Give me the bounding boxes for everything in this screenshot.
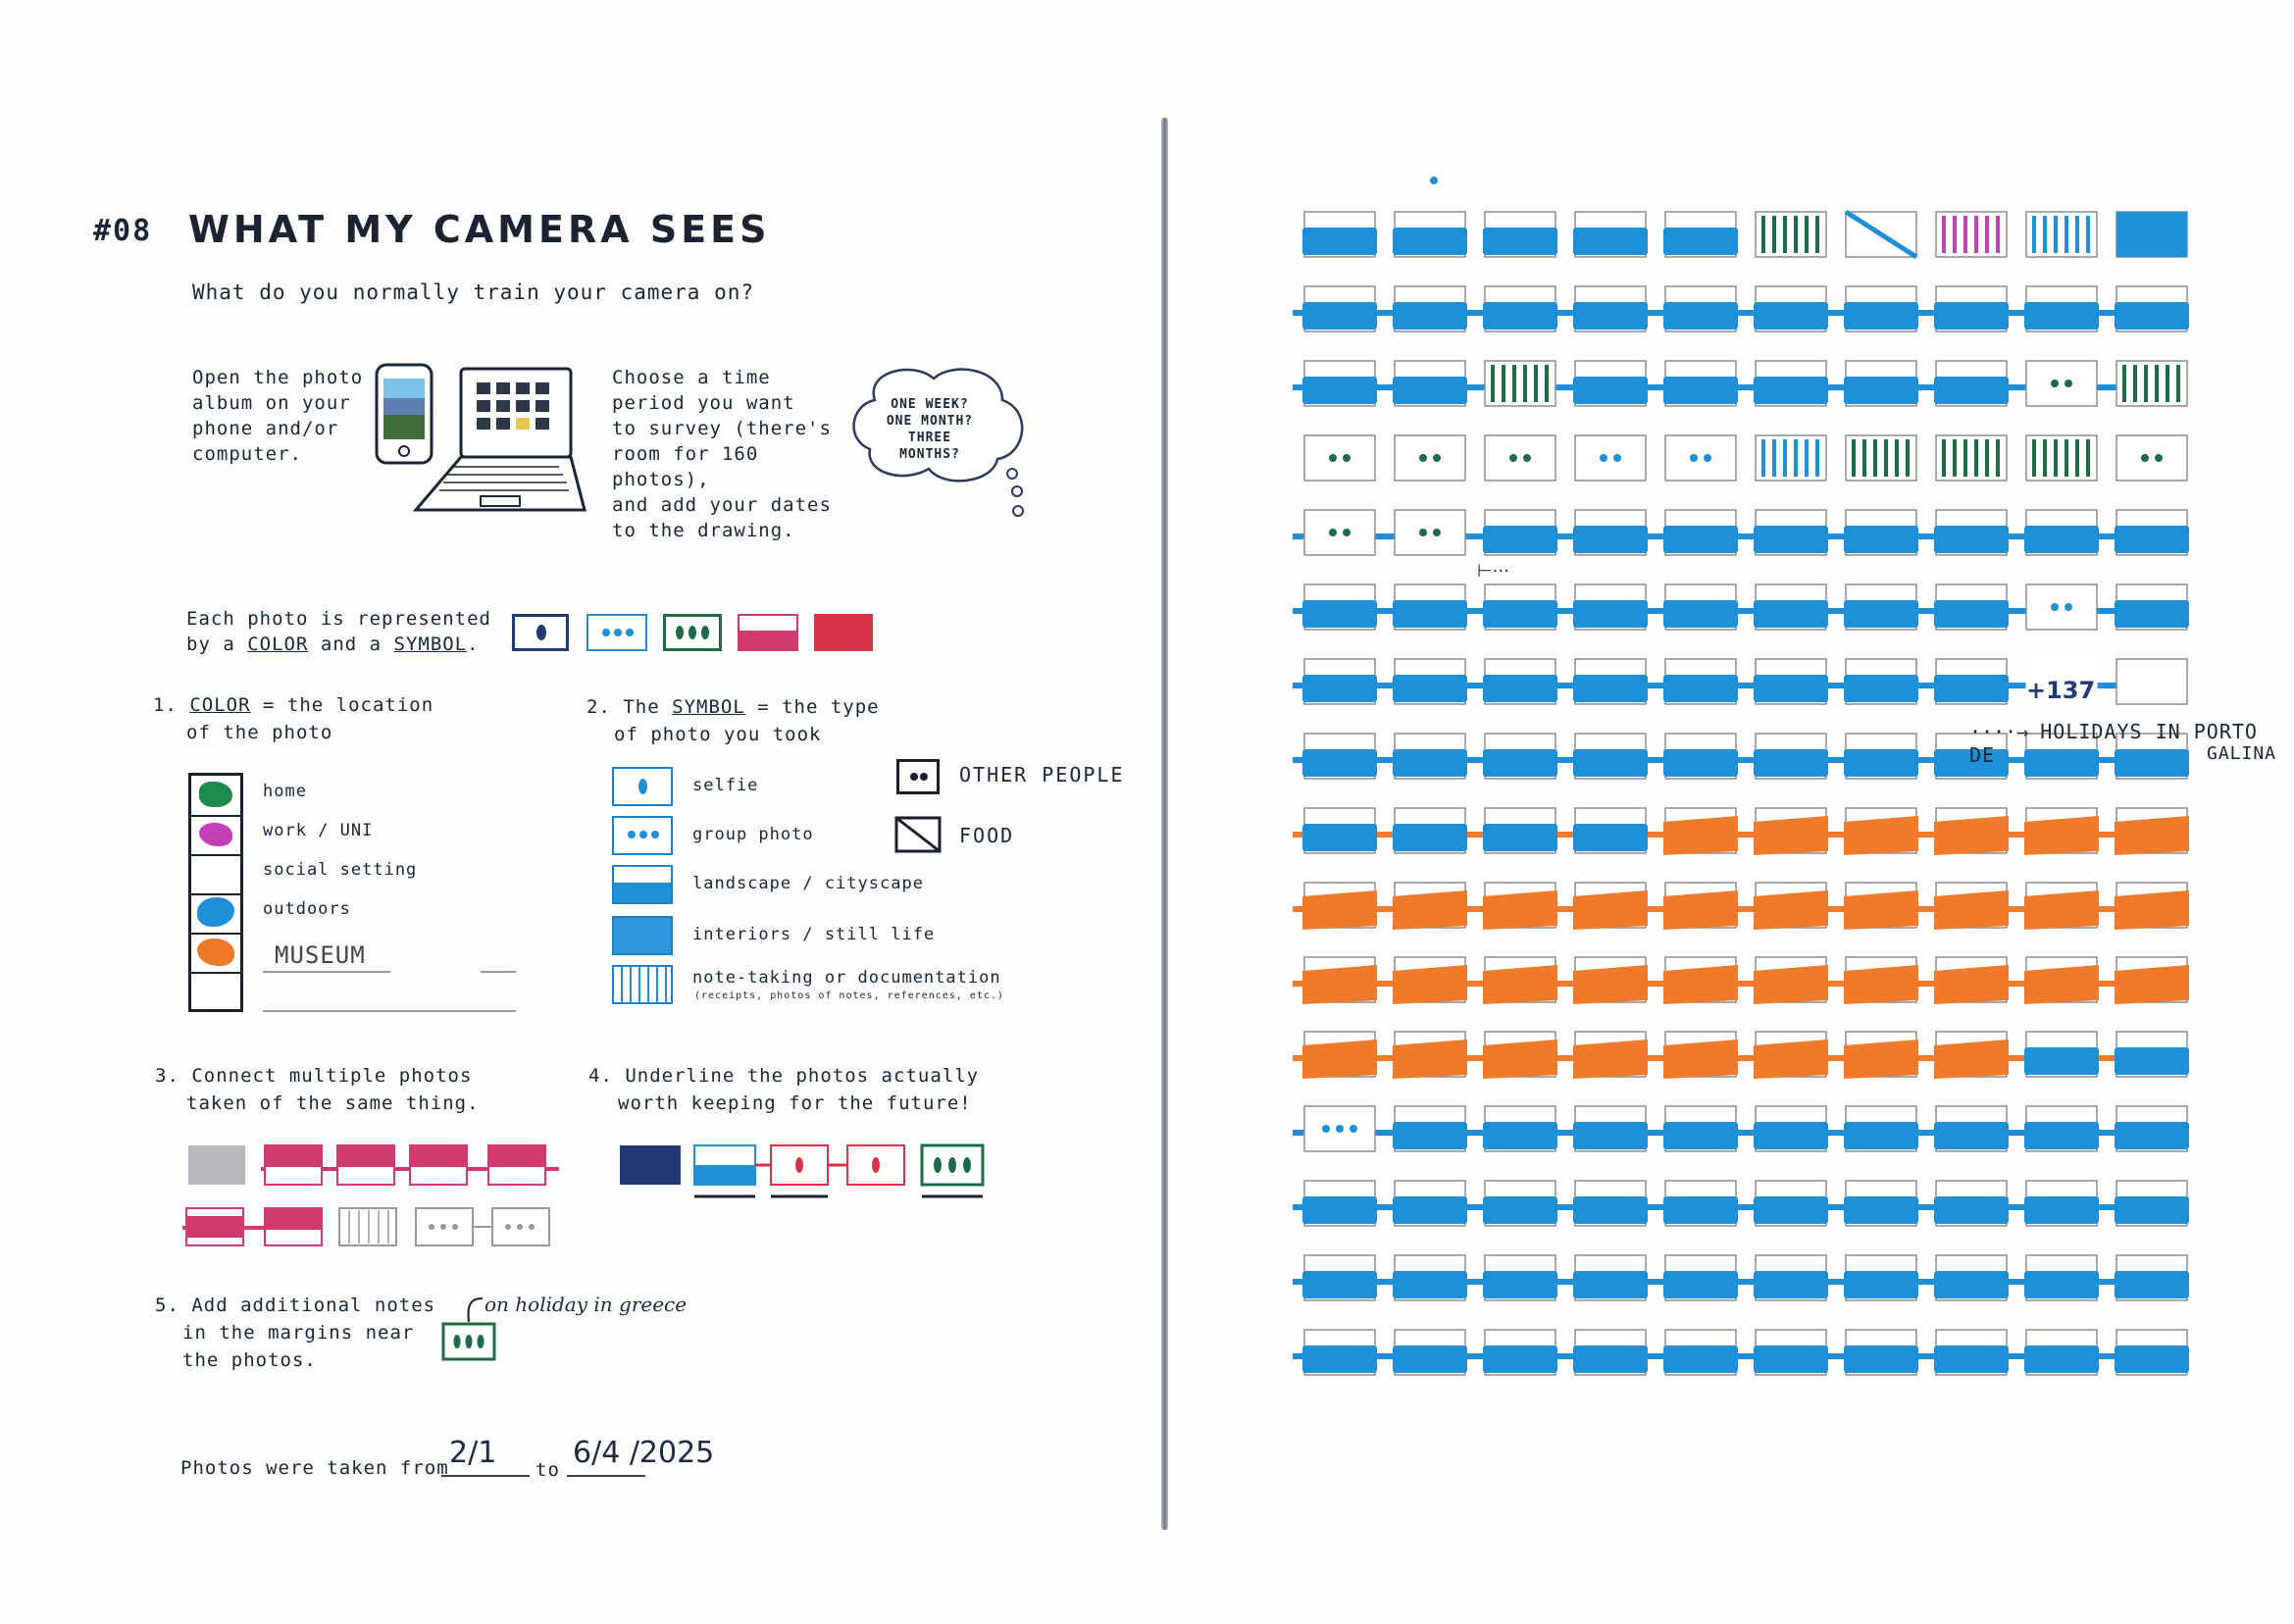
photo-cell: [1663, 510, 1738, 555]
legend-label-work: work / UNI: [263, 821, 374, 840]
legend-swatch-outdoors: [191, 893, 240, 935]
intro-right-text: [612, 365, 857, 543]
photo-cell: [2024, 510, 2099, 555]
photo-cell: [1393, 808, 1467, 853]
photo-cell: [2026, 435, 2097, 481]
date-to-line: [567, 1475, 645, 1477]
photo-cell: [1844, 1181, 1918, 1226]
photo-cell: [1483, 1255, 1557, 1300]
photo-cell: [1393, 286, 1467, 331]
photo-cell: [1663, 883, 1738, 930]
photo-cell: [2024, 1181, 2099, 1226]
intro-right-line: to survey (there's: [612, 418, 832, 439]
photo-cell: [1934, 1255, 2009, 1300]
photo-cell: [1393, 734, 1467, 779]
photo-cell: [1663, 1106, 1738, 1151]
photo-cell: [1934, 1032, 2009, 1079]
date-from-line: [441, 1475, 530, 1477]
photo-cell: [1754, 808, 1828, 855]
photo-cell: [1573, 883, 1648, 930]
book-spine: [1161, 118, 1168, 1530]
intro-left-line: Open the photo: [192, 367, 364, 388]
photo-cell: [1302, 1330, 1377, 1375]
photo-cell: [1934, 584, 2009, 630]
photo-cell: [1483, 808, 1557, 853]
photo-cell: [1934, 659, 2009, 704]
photo-cell: [1302, 659, 1377, 704]
intro-right-line: room for 160 photos),: [612, 443, 759, 490]
photo-cell: [1663, 1181, 1738, 1226]
step2-text1: = the type: [757, 696, 880, 718]
photo-cell: [1844, 957, 1918, 1004]
symbol-word: SYMBOL: [393, 634, 468, 655]
photo-cell: [1483, 286, 1557, 331]
photo-cell: [1934, 361, 2009, 406]
legend-label-museum: MUSEUM: [275, 941, 366, 969]
photo-cell: [1754, 883, 1828, 930]
photo-cell: [1483, 1181, 1557, 1226]
photo-cell: [1754, 1032, 1828, 1079]
step4-text1: Underline the photos actually: [625, 1065, 980, 1087]
photo-cell: [2026, 212, 2097, 257]
photo-cell: [2026, 361, 2097, 406]
step1-text2: of the photo: [186, 722, 333, 743]
photo-cell: [1393, 659, 1467, 704]
dates-to-word: to: [535, 1459, 560, 1481]
photo-cell: [1846, 435, 1916, 481]
photo-cell: [1844, 510, 1918, 555]
photo-cell: [1754, 734, 1828, 779]
symbol-other-people: [896, 759, 940, 794]
intro-left-line: computer.: [192, 443, 302, 465]
photo-cell: [1934, 808, 2009, 855]
photo-cell: [1573, 808, 1648, 853]
intro-right-line: period you want: [612, 392, 795, 414]
photo-cell: [1393, 1106, 1467, 1151]
represented-text: [186, 606, 491, 657]
photo-cell: [1754, 957, 1828, 1004]
step4-heading: [588, 1063, 979, 1089]
photo-cell: [1844, 883, 1918, 930]
photo-cell: [1483, 510, 1557, 555]
photo-cell: [1393, 883, 1467, 930]
photo-cell: [1395, 435, 1465, 481]
photo-cell: [1575, 435, 1646, 481]
photo-cell: [2115, 1032, 2189, 1077]
bubble-text: [871, 396, 989, 463]
step3-heading: [155, 1063, 472, 1089]
underline-example: [616, 1142, 1028, 1210]
photo-cell: [1665, 435, 1736, 481]
photo-cell: [2115, 1255, 2189, 1300]
photo-cell: [1844, 659, 1918, 704]
photo-cell: [1934, 883, 2009, 930]
photo-cell: [1844, 1255, 1918, 1300]
legend-label-social: social setting: [263, 860, 418, 880]
symbol-food: [894, 816, 943, 855]
photo-cell: [2116, 212, 2187, 257]
swatch-red-interior: [814, 614, 873, 651]
photo-cell: [2116, 435, 2187, 481]
photo-cell: [1934, 1330, 2009, 1375]
intro-right-line: and add your dates: [612, 494, 832, 516]
photo-grid: [1293, 196, 2234, 1471]
photo-cell: [1663, 1330, 1738, 1375]
legend-label-home: home: [263, 782, 307, 801]
photo-cell: [1302, 1181, 1377, 1226]
photo-cell: [1844, 361, 1918, 406]
photo-cell: [1393, 1032, 1467, 1079]
photo-cell: [1483, 1330, 1557, 1375]
photo-cell: [1844, 1106, 1918, 1151]
photo-cell: [1393, 361, 1467, 406]
photo-cell: [1844, 734, 1918, 779]
intro-right-line: to the drawing.: [612, 520, 795, 541]
photo-cell: [1663, 734, 1738, 779]
legend-swatch-museum: [191, 933, 240, 974]
step5-number: 5.: [155, 1294, 179, 1316]
photo-cell: [1573, 212, 1648, 257]
symbol-label-notes: note-taking or documentation: [692, 968, 1001, 988]
dates-label: Photos were taken from: [180, 1457, 449, 1479]
represented-line1: Each photo is represented: [186, 608, 491, 630]
photo-cell: [1573, 1106, 1648, 1151]
step1-number: 1.: [153, 694, 178, 716]
photo-cell: [1934, 1106, 2009, 1151]
photo-cell: [2115, 808, 2189, 855]
date-from: 2/1: [449, 1436, 497, 1470]
photo-cell: [1754, 510, 1828, 555]
photo-cell: [2024, 808, 2099, 855]
photo-cell: [2115, 286, 2189, 331]
photo-cell: [2115, 1181, 2189, 1226]
step1-heading: [153, 692, 433, 718]
represented-line2: [186, 632, 491, 657]
photo-cell: [1483, 957, 1557, 1004]
photo-cell: [2115, 957, 2189, 1004]
photo-cell: [1663, 1255, 1738, 1300]
photo-cell: [1934, 510, 2009, 555]
photo-cell: [1754, 659, 1828, 704]
step4-number: 4.: [588, 1065, 613, 1087]
photo-cell: [2115, 1106, 2189, 1151]
photo-cell: [1573, 510, 1648, 555]
photo-cell: [1756, 435, 1826, 481]
step3-text2: taken of the same thing.: [186, 1092, 480, 1114]
photo-cell: [1936, 212, 2007, 257]
symbol-label-notes-sub: (receipts, photos of notes, references, etc.): [694, 990, 1004, 1001]
photo-cell: [1754, 286, 1828, 331]
photo-cell: [1663, 659, 1738, 704]
photo-cell: [2024, 883, 2099, 930]
page-title: WHAT MY CAMERA SEES: [188, 208, 771, 251]
photo-cell: [1483, 584, 1557, 630]
margin-note-text: on holiday in greece: [484, 1293, 688, 1316]
photo-cell: [1304, 435, 1375, 481]
photo-cell: [1483, 1106, 1557, 1151]
bubble-line: MONTHS?: [899, 447, 960, 462]
step5-heading: [155, 1293, 435, 1318]
photo-cell: [2024, 1106, 2099, 1151]
photo-cell: [1302, 361, 1377, 406]
photo-cell: [1393, 957, 1467, 1004]
holiday-note-text: HOLIDAYS IN PORTO DE: [1969, 720, 2258, 767]
photo-cell: [1663, 286, 1738, 331]
photo-cell: [1936, 435, 2007, 481]
photo-cell: [1302, 584, 1377, 630]
photo-cell: [1483, 1032, 1557, 1079]
symbol-label-group: group photo: [692, 825, 814, 844]
symbol-label-other-people: OTHER PEOPLE: [959, 763, 1125, 787]
photo-cell: [1302, 957, 1377, 1004]
step2-number: 2.: [586, 696, 611, 718]
bubble-line: THREE: [907, 431, 952, 445]
photo-cell: [2115, 883, 2189, 930]
photo-cell: [1573, 659, 1648, 704]
photo-cell: [1573, 1255, 1648, 1300]
step2-text2: of photo you took: [614, 724, 822, 745]
legend-swatch-work: [191, 815, 240, 856]
photo-cell: [1393, 584, 1467, 630]
photo-cell: [1663, 584, 1738, 630]
photo-cell: [1485, 435, 1555, 481]
photo-cell: [1302, 212, 1377, 257]
photo-cell: [2026, 584, 2097, 630]
photo-cell: [1754, 1255, 1828, 1300]
photo-cell: [1663, 361, 1738, 406]
photo-cell: [2024, 1255, 2099, 1300]
holiday-note-line2: GALINA: [2207, 743, 2277, 764]
step4-text2: worth keeping for the future!: [618, 1092, 972, 1114]
step2-symbol-word: SYMBOL: [672, 696, 745, 718]
photo-cell: [2024, 957, 2099, 1004]
intro-left-line: phone and/or: [192, 418, 339, 439]
photo-cell: [2024, 1032, 2099, 1077]
photo-cell: [2024, 1330, 2099, 1375]
photo-cell: [1483, 734, 1557, 779]
color-legend-column: [188, 773, 243, 1012]
swatch-pink-landscape: [738, 614, 798, 651]
legend-label-outdoors: outdoors: [263, 899, 351, 919]
swatch-blue-group: [586, 614, 647, 651]
photo-cell: [1302, 1255, 1377, 1300]
photo-cell: [1302, 808, 1377, 853]
intro-left-text: [192, 365, 388, 467]
photo-cell: [1483, 212, 1557, 257]
photo-cell: [1663, 957, 1738, 1004]
photo-cell: [1663, 212, 1738, 257]
photo-cell: [1573, 286, 1648, 331]
bubble-line: ONE MONTH?: [886, 414, 974, 429]
swatch-green-group: [663, 614, 722, 651]
symbol-group: [612, 816, 673, 855]
step5-text3: the photos.: [182, 1349, 317, 1371]
photo-cell: [1304, 1106, 1375, 1151]
photo-cell: [1663, 1032, 1738, 1079]
photo-cell: [1663, 808, 1738, 855]
legend-line: [263, 971, 390, 973]
connect-example: [182, 1138, 594, 1255]
symbol-label-interior: interiors / still life: [692, 925, 936, 944]
laptop-illustration: [412, 365, 588, 522]
step3-number: 3.: [155, 1065, 179, 1087]
step5-text2: in the margins near: [182, 1322, 415, 1344]
photo-cell: [1573, 1032, 1648, 1079]
photo-cell: [1754, 1181, 1828, 1226]
photo-cell: [1756, 212, 1826, 257]
legend-swatch-social: [191, 854, 240, 895]
intro-left-line: album on your: [192, 392, 351, 414]
symbol-label-food: FOOD: [959, 824, 1015, 847]
photo-cell: [1302, 734, 1377, 779]
photo-cell: [1573, 584, 1648, 630]
represented-and: and a: [320, 634, 382, 655]
photo-cell: [1934, 286, 2009, 331]
photo-cell: [1393, 1330, 1467, 1375]
photo-cell: [1754, 361, 1828, 406]
photo-cell: [2115, 510, 2189, 555]
symbol-notes: [612, 965, 673, 1004]
holiday-note-line1: ····→ HOLIDAYS IN PORTO DE: [1969, 720, 2258, 767]
step1-text1: = the location: [263, 694, 434, 716]
photo-cell: [1754, 1106, 1828, 1151]
photo-cell: [1573, 1181, 1648, 1226]
photo-cell: [1844, 1032, 1918, 1079]
stray-mark: ⊢···: [1477, 561, 1509, 582]
symbol-interior: [612, 916, 673, 955]
symbol-landscape: [612, 865, 673, 904]
photo-cell: [2115, 584, 2189, 630]
photo-cell: [1844, 1330, 1918, 1375]
photo-cell: [1573, 957, 1648, 1004]
photo-cell: [1302, 286, 1377, 331]
color-word: COLOR: [247, 634, 309, 655]
swatch-navy-selfie: [512, 614, 569, 651]
page-subtitle: What do you normally train your camera on?: [192, 280, 755, 304]
photo-cell: [1393, 1255, 1467, 1300]
represented-prefix: by a: [186, 634, 235, 655]
symbol-selfie: [612, 767, 673, 806]
photo-cell: [1302, 1032, 1377, 1079]
step2-heading: [586, 694, 880, 720]
photo-cell: [2116, 659, 2187, 704]
photo-cell: [1844, 808, 1918, 855]
photo-cell: [1304, 510, 1375, 555]
photo-cell: [1393, 1181, 1467, 1226]
photo-cell: [1573, 361, 1648, 406]
symbol-label-selfie: selfie: [692, 776, 759, 795]
photo-cell: [1934, 957, 2009, 1004]
connected-pink-row: [261, 1145, 559, 1185]
legend-line: [481, 971, 516, 973]
photo-cell: [1573, 1330, 1648, 1375]
legend-swatch-home: [191, 776, 240, 817]
step1-color-word: COLOR: [189, 694, 251, 716]
step2-prefix: The: [623, 696, 660, 718]
photo-cell: [1934, 1181, 2009, 1226]
bubble-line: ONE WEEK?: [891, 397, 969, 412]
stray-dot: [1430, 177, 1438, 184]
photo-cell: [1844, 584, 1918, 630]
represented-end: .: [467, 634, 480, 655]
step3-text1: Connect multiple photos: [191, 1065, 473, 1087]
intro-right-line: Choose a time: [612, 367, 771, 388]
overflow-count: +137: [2026, 677, 2096, 704]
photo-cell: [1844, 286, 1918, 331]
photo-cell: [1393, 212, 1467, 257]
photo-cell: [1573, 734, 1648, 779]
photo-cell: [1302, 883, 1377, 930]
photo-cell: [1483, 883, 1557, 930]
date-to: 6/4 /2025: [573, 1436, 715, 1470]
photo-cell: [1754, 584, 1828, 630]
photo-cell: [1395, 510, 1465, 555]
photo-cell: [1846, 212, 1916, 257]
photo-cell: [2115, 1330, 2189, 1375]
photo-cell: [2116, 361, 2187, 406]
step5-text1: Add additional notes: [191, 1294, 436, 1316]
photo-cell: [1483, 659, 1557, 704]
photo-cell: [2024, 286, 2099, 331]
photo-cell: [1754, 1330, 1828, 1375]
symbol-label-landscape: landscape / cityscape: [692, 874, 924, 893]
legend-line: [263, 1010, 516, 1012]
photo-cell: [1485, 361, 1555, 406]
exercise-number: #08: [93, 214, 153, 248]
